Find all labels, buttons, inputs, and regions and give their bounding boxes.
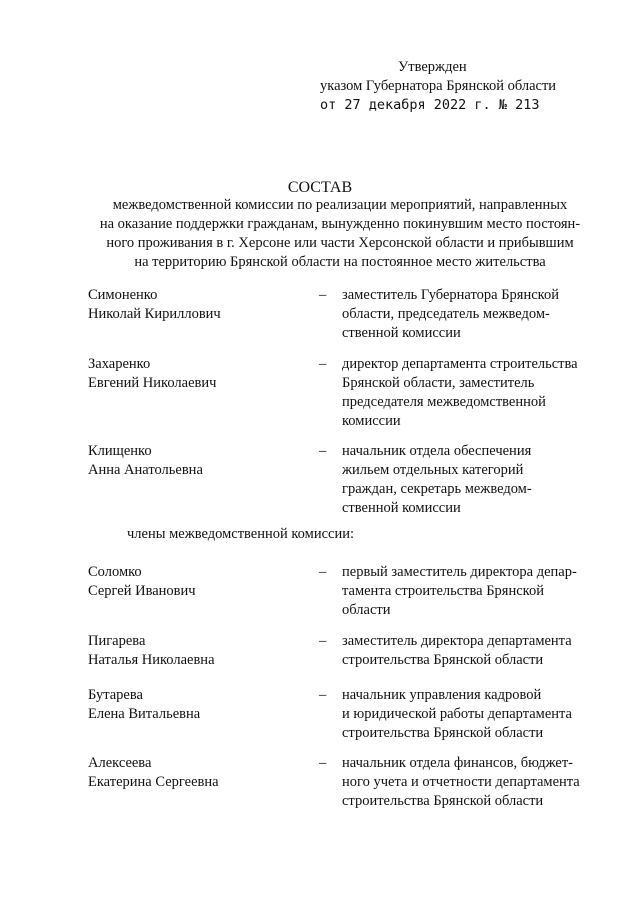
role-line: строительства Брянской области xyxy=(342,725,544,741)
member-role xyxy=(342,355,612,431)
dash-separator: – xyxy=(319,564,327,580)
approval-heading: Утвержден xyxy=(398,59,467,75)
role-line: заместитель Губернатора Брянской xyxy=(342,287,559,303)
dash-separator: – xyxy=(319,755,327,771)
role-line: директор департамента строительства xyxy=(342,356,578,372)
document-subtitle xyxy=(80,196,600,272)
role-line: начальник отдела финансов, бюджет- xyxy=(342,755,573,771)
role-line: первый заместитель директора депар- xyxy=(342,564,577,580)
member-name xyxy=(88,563,298,601)
dash-separator: – xyxy=(319,687,327,703)
dash-separator: – xyxy=(319,443,327,459)
role-line: председателя межведомственной xyxy=(342,394,546,410)
member-surname: Захаренко xyxy=(88,356,151,372)
member-role xyxy=(342,632,612,670)
member-name xyxy=(88,286,298,324)
role-line: ного учета и отчетности департамента xyxy=(342,774,580,790)
member-surname: Бутарева xyxy=(88,687,143,703)
role-line: жильем отдельных категорий xyxy=(342,462,524,478)
role-line: строительства Брянской области xyxy=(342,652,544,668)
member-name xyxy=(88,442,298,480)
member-role xyxy=(342,442,612,518)
subtitle-line: ного проживания в г. Херсоне или части Херсонской области и прибывшим xyxy=(106,235,574,251)
role-line: тамента строительства Брянской xyxy=(342,583,544,599)
role-line: области xyxy=(342,602,391,618)
member-given-name: Николай Кириллович xyxy=(88,306,221,322)
member-given-name: Евгений Николаевич xyxy=(88,375,217,391)
member-surname: Алексеева xyxy=(88,755,152,771)
subtitle-line: на оказание поддержки гражданам, вынужденно покинувшим место постоян- xyxy=(99,216,581,232)
member-given-name: Елена Витальевна xyxy=(88,706,201,722)
member-surname: Соломко xyxy=(88,564,142,580)
approval-date-number: от 27 декабря 2022 г. № 213 xyxy=(320,97,540,113)
subtitle-line: на территорию Брянской области на постоянное место жительства xyxy=(134,254,546,270)
member-name xyxy=(88,355,298,393)
subtitle-line: межведомственной комиссии по реализации мероприятий, направленных xyxy=(112,197,568,213)
role-line: и юридической работы департамента xyxy=(342,706,572,722)
member-surname: Симоненко xyxy=(88,287,158,303)
role-line: заместитель директора департамента xyxy=(342,633,572,649)
role-line: ственной комиссии xyxy=(342,500,461,516)
member-name xyxy=(88,632,298,670)
dash-separator: – xyxy=(319,356,327,372)
member-surname: Пигарева xyxy=(88,633,146,649)
member-given-name: Сергей Иванович xyxy=(88,583,196,599)
member-role xyxy=(342,686,612,743)
approval-decree: указом Губернатора Брянской области xyxy=(320,78,557,94)
dash-separator: – xyxy=(319,633,327,649)
member-role xyxy=(342,563,612,620)
role-line: комиссии xyxy=(342,413,401,429)
approval-stamp xyxy=(320,58,600,115)
role-line: граждан, секретарь межведом- xyxy=(342,481,532,497)
members-section-label: члены межведомственной комиссии: xyxy=(127,526,355,542)
member-given-name: Наталья Николаевна xyxy=(88,652,215,668)
member-given-name: Анна Анатольевна xyxy=(88,462,203,478)
member-given-name: Екатерина Сергеевна xyxy=(88,774,219,790)
dash-separator: – xyxy=(319,287,327,303)
member-role xyxy=(342,754,612,811)
role-line: области, председатель межведом- xyxy=(342,306,550,322)
role-line: Брянской области, заместитель xyxy=(342,375,535,391)
role-line: ственной комиссии xyxy=(342,325,461,341)
member-name xyxy=(88,754,298,792)
member-role xyxy=(342,286,612,343)
role-line: начальник отдела обеспечения xyxy=(342,443,532,459)
member-surname: Клищенко xyxy=(88,443,152,459)
document-title: СОСТАВ xyxy=(287,179,353,196)
role-line: строительства Брянской области xyxy=(342,793,544,809)
member-name xyxy=(88,686,298,724)
role-line: начальник управления кадровой xyxy=(342,687,542,703)
